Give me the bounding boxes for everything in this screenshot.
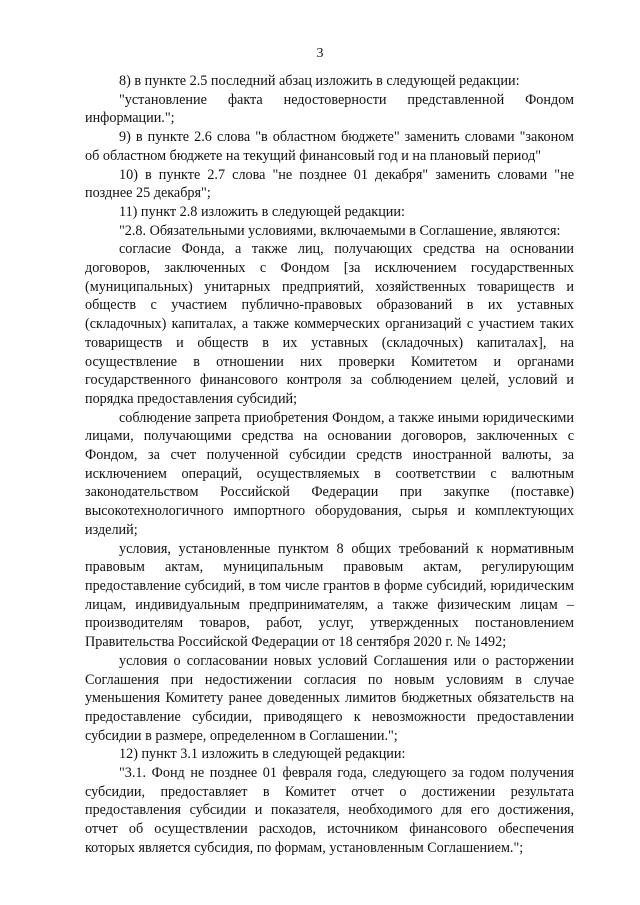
paragraph-item-10: 10) в пункте 2.7 слова "не позднее 01 декабря" заменить словами "не позднее 25 декабря"; bbox=[85, 166, 574, 202]
paragraph-item-11: 11) пункт 2.8 изложить в следующей редакции: bbox=[119, 203, 405, 220]
paragraph-condition-consent: согласие Фонда, а также лиц, получающих средства на основании договоров, заключенных с Фондом [за исключением государственных (муниципальных) унитарных предприятий, хозяйственных товариществ и обществ с участием публично-правовых образований в их уставных (складочных) капиталах, а также коммерческих организаций с участием таких товариществ и обществ в их уставных (складочных) капиталах], на осуществление в отношении них проверки Комитетом и органами государственного финансового контроля за соблюдением целей, условий и порядка предоставления субсидий; bbox=[85, 241, 574, 407]
page-number: 3 bbox=[316, 46, 324, 61]
paragraph-clause-2-8: "2.8. Обязательными условиями, включаемыми в Соглашение, являются: bbox=[119, 222, 561, 239]
paragraph-item-8-text: "установление факта недостоверности представленной Фондом информации."; bbox=[85, 91, 574, 127]
document-body bbox=[85, 72, 574, 858]
paragraph-condition-requirements: условия, установленные пунктом 8 общих требований к нормативным правовым актам, муниципальным правовым актам, регулирующим предоставление субсидий, в том числе грантов в форме субсидий, юридическим лицам, индивидуальным предпринимателям, а также физическим лицам – производителям товаров, работ, услуг, утвержденных постановлением Правительства Российской Федерации от 18 сентября 2020 г. № 1492; bbox=[85, 540, 574, 651]
paragraph-clause-3-1: "3.1. Фонд не позднее 01 февраля года, следующего за годом получения субсидии, предоставляет в Комитет отчет о достижении результата предоставления субсидии и показателя, необходимого для его достижения, отчет об осуществлении расходов, источником финансового обеспечения которых является субсидия, по формам, установленным Соглашением."; bbox=[85, 765, 574, 856]
paragraph-item-8: 8) в пункте 2.5 последний абзац изложить в следующей редакции: bbox=[119, 73, 520, 89]
paragraph-condition-currency: соблюдение запрета приобретения Фондом, а также иными юридическими лицами, получающими средства на основании договоров, заключенных с Фондом, за счет полученной субсидии средств иностранной валюты, за исключением операций, осуществляемых в соответствии с валютным законодательством Российской Федерации при закупке (поставке) высокотехнологичного импортного оборудования, сырья и комплектующих изделий; bbox=[85, 409, 574, 538]
paragraph-item-12: 12) пункт 3.1 изложить в следующей редакции: bbox=[119, 746, 406, 763]
paragraph-item-9: 9) в пункте 2.6 слова "в областном бюджете" заменить словами "законом об областном бюджете на текущий финансовый год и на плановый период" bbox=[85, 129, 574, 164]
paragraph-condition-agreement: условия о согласовании новых условий Соглашения или о расторжении Соглашения при недостижении согласия по новым условиям в случае уменьшения Комитету ранее доведенных лимитов бюджетных обязательств на предоставление субсидии, приводящего к невозможности предоставлении субсидии в размере, определенном в Соглашении."; bbox=[85, 652, 574, 744]
